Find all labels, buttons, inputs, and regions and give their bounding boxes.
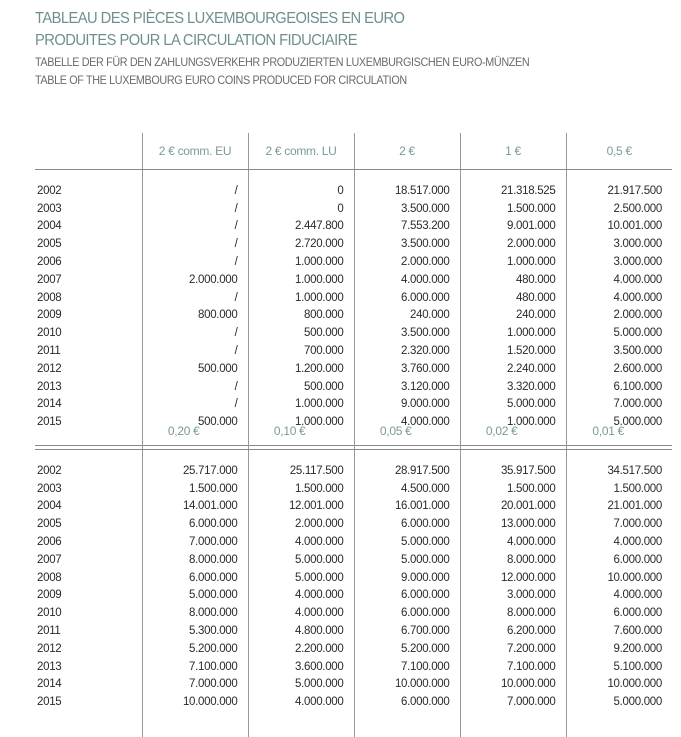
header-cell: 0,05 € <box>354 413 460 450</box>
spacer-row <box>35 711 672 737</box>
year-cell: 2005 <box>35 515 142 533</box>
value-cell: 6.000.000 <box>354 693 460 711</box>
table-row <box>35 551 672 569</box>
spacer-cell <box>248 170 354 183</box>
value-cell: 7.000.000 <box>142 533 248 551</box>
value-cell: 6.000.000 <box>566 551 672 569</box>
value-cell: 7.000.000 <box>460 693 566 711</box>
table-row <box>35 676 672 694</box>
value-cell: 5.000.000 <box>460 396 566 414</box>
table-row <box>35 307 672 325</box>
table-row <box>35 289 672 307</box>
value-cell: 9.001.000 <box>460 218 566 236</box>
year-cell: 2015 <box>35 693 142 711</box>
year-cell: 2008 <box>35 289 142 307</box>
value-cell: 9.000.000 <box>354 569 460 587</box>
value-cell: 4.800.000 <box>248 622 354 640</box>
year-cell: 2011 <box>35 622 142 640</box>
value-cell: 3.500.000 <box>354 200 460 218</box>
value-cell: 5.200.000 <box>354 640 460 658</box>
value-cell: 1.500.000 <box>142 480 248 498</box>
table-row <box>35 569 672 587</box>
value-cell: 240.000 <box>460 307 566 325</box>
value-cell: 6.000.000 <box>354 515 460 533</box>
value-cell: 3.000.000 <box>566 253 672 271</box>
table-row <box>35 253 672 271</box>
spacer-cell <box>566 170 672 183</box>
value-cell: 2.000.000 <box>354 253 460 271</box>
value-cell: 2.720.000 <box>248 235 354 253</box>
value-cell: 2.200.000 <box>248 640 354 658</box>
header-cell: 2 € comm. LU <box>248 133 354 170</box>
spacer-cell <box>142 450 248 463</box>
table-row <box>35 324 672 342</box>
value-cell: 4.000.000 <box>248 693 354 711</box>
value-cell: 21.318.525 <box>460 182 566 200</box>
value-cell: 1.500.000 <box>566 480 672 498</box>
value-cell: 5.000.000 <box>248 676 354 694</box>
value-cell: 7.100.000 <box>460 658 566 676</box>
value-cell: 10.000.000 <box>354 676 460 694</box>
header-cell: 2 € comm. EU <box>142 133 248 170</box>
value-cell: 7.000.000 <box>566 396 672 414</box>
value-cell: 0 <box>248 182 354 200</box>
value-cell: 5.000.000 <box>248 569 354 587</box>
value-cell: 6.100.000 <box>566 378 672 396</box>
value-cell: 2.447.800 <box>248 218 354 236</box>
spacer-row <box>35 450 672 463</box>
value-cell: 4.000.000 <box>566 533 672 551</box>
value-cell: 12.001.000 <box>248 498 354 516</box>
header-cell: 0,02 € <box>460 413 566 450</box>
table-row <box>35 235 672 253</box>
value-cell: 6.000.000 <box>142 569 248 587</box>
value-cell: 8.000.000 <box>460 604 566 622</box>
value-cell: 700.000 <box>248 342 354 360</box>
value-cell: 5.200.000 <box>142 640 248 658</box>
value-cell: 5.000.000 <box>354 533 460 551</box>
value-cell: 9.000.000 <box>354 396 460 414</box>
value-cell: 500.000 <box>248 378 354 396</box>
header-cell: 0,01 € <box>566 413 672 450</box>
year-cell: 2009 <box>35 307 142 325</box>
spacer-cell <box>460 170 566 183</box>
value-cell: 6.000.000 <box>354 289 460 307</box>
coin-table-2 <box>35 413 672 737</box>
value-cell: 3.760.000 <box>354 360 460 378</box>
value-cell: 5.000.000 <box>248 551 354 569</box>
value-cell: 10.000.000 <box>142 693 248 711</box>
table-row <box>35 604 672 622</box>
value-cell: 3.500.000 <box>354 235 460 253</box>
table-row <box>35 587 672 605</box>
value-cell: 7.100.000 <box>354 658 460 676</box>
value-cell: 1.000.000 <box>460 324 566 342</box>
header-cell: 1 € <box>460 133 566 170</box>
value-cell: 1.000.000 <box>248 413 354 431</box>
value-cell: / <box>142 324 248 342</box>
value-cell: 4.000.000 <box>354 271 460 289</box>
value-cell: 2.000.000 <box>248 515 354 533</box>
table-row <box>35 515 672 533</box>
spacer-cell <box>460 711 566 737</box>
year-cell: 2012 <box>35 640 142 658</box>
value-cell: 6.700.000 <box>354 622 460 640</box>
value-cell: 4.000.000 <box>248 587 354 605</box>
spacer-cell <box>248 711 354 737</box>
value-cell: 2.000.000 <box>142 271 248 289</box>
value-cell: 10.000.000 <box>566 676 672 694</box>
value-cell: 240.000 <box>354 307 460 325</box>
year-cell: 2012 <box>35 360 142 378</box>
value-cell: 3.500.000 <box>566 342 672 360</box>
spacer-cell <box>566 450 672 463</box>
value-cell: 8.000.000 <box>142 551 248 569</box>
spacer-row <box>35 170 672 183</box>
table-row <box>35 480 672 498</box>
value-cell: 10.000.000 <box>460 676 566 694</box>
value-cell: 8.000.000 <box>460 551 566 569</box>
title-de: TABELLE DER FÜR DEN ZAHLUNGSVERKEHR PRODUZIERTEN LUXEMBURGISCHEN EURO-MÜNZEN <box>35 55 529 69</box>
header-row <box>35 413 672 450</box>
value-cell: 1.000.000 <box>248 289 354 307</box>
value-cell: 3.000.000 <box>566 235 672 253</box>
value-cell: 5.000.000 <box>142 587 248 605</box>
value-cell: 18.517.000 <box>354 182 460 200</box>
value-cell: 2.320.000 <box>354 342 460 360</box>
header-year-cell <box>35 413 142 450</box>
value-cell: 2.000.000 <box>566 307 672 325</box>
year-cell: 2009 <box>35 587 142 605</box>
value-cell: 28.917.500 <box>354 462 460 480</box>
value-cell: 3.320.000 <box>460 378 566 396</box>
value-cell: 3.600.000 <box>248 658 354 676</box>
year-cell: 2008 <box>35 569 142 587</box>
year-cell: 2002 <box>35 462 142 480</box>
spacer-cell <box>354 450 460 463</box>
value-cell: 800.000 <box>142 307 248 325</box>
value-cell: / <box>142 289 248 307</box>
value-cell: 2.600.000 <box>566 360 672 378</box>
year-cell: 2002 <box>35 182 142 200</box>
table-row <box>35 658 672 676</box>
value-cell: 10.000.000 <box>566 569 672 587</box>
value-cell: 1.200.000 <box>248 360 354 378</box>
title-fr-line1: TABLEAU DES PIÈCES LUXEMBOURGEOISES EN EURO <box>35 10 404 28</box>
table-body <box>35 170 672 446</box>
value-cell: 7.200.000 <box>460 640 566 658</box>
value-cell: / <box>142 378 248 396</box>
value-cell: 1.500.000 <box>248 480 354 498</box>
value-cell: 5.000.000 <box>566 413 672 431</box>
value-cell: 1.000.000 <box>248 271 354 289</box>
spacer-cell <box>142 170 248 183</box>
value-cell: 2.500.000 <box>566 200 672 218</box>
value-cell: 14.001.000 <box>142 498 248 516</box>
value-cell: 3.500.000 <box>354 324 460 342</box>
value-cell: 7.100.000 <box>142 658 248 676</box>
value-cell: / <box>142 342 248 360</box>
year-cell: 2014 <box>35 676 142 694</box>
year-cell: 2013 <box>35 378 142 396</box>
value-cell: 6.000.000 <box>142 515 248 533</box>
spacer-cell <box>142 711 248 737</box>
table-row <box>35 378 672 396</box>
year-cell: 2004 <box>35 218 142 236</box>
value-cell: 35.917.500 <box>460 462 566 480</box>
year-cell: 2007 <box>35 551 142 569</box>
table-body <box>35 450 672 737</box>
value-cell: 7.000.000 <box>566 515 672 533</box>
coin-table-1 <box>35 133 672 446</box>
value-cell: 480.000 <box>460 271 566 289</box>
value-cell: 500.000 <box>248 324 354 342</box>
value-cell: 1.520.000 <box>460 342 566 360</box>
value-cell: 4.000.000 <box>566 289 672 307</box>
spacer-cell <box>354 170 460 183</box>
value-cell: 10.001.000 <box>566 218 672 236</box>
value-cell: 9.200.000 <box>566 640 672 658</box>
spacer-cell <box>35 711 142 737</box>
value-cell: 20.001.000 <box>460 498 566 516</box>
year-cell: 2006 <box>35 533 142 551</box>
title-fr-line2: PRODUITES POUR LA CIRCULATION FIDUCIAIRE <box>35 32 357 50</box>
value-cell: 21.917.500 <box>566 182 672 200</box>
spacer-cell <box>35 450 142 463</box>
value-cell: 25.717.000 <box>142 462 248 480</box>
value-cell: 3.000.000 <box>460 587 566 605</box>
header-row <box>35 133 672 170</box>
value-cell: 4.000.000 <box>566 587 672 605</box>
table-row <box>35 533 672 551</box>
year-cell: 2013 <box>35 658 142 676</box>
spacer-cell <box>354 711 460 737</box>
year-cell: 2003 <box>35 200 142 218</box>
spacer-cell <box>460 450 566 463</box>
value-cell: 8.000.000 <box>142 604 248 622</box>
value-cell: 5.100.000 <box>566 658 672 676</box>
value-cell: 4.000.000 <box>248 533 354 551</box>
value-cell: 500.000 <box>142 360 248 378</box>
value-cell: / <box>142 200 248 218</box>
spacer-cell <box>566 711 672 737</box>
value-cell: 4.000.000 <box>566 271 672 289</box>
table-row <box>35 693 672 711</box>
value-cell: / <box>142 218 248 236</box>
table-row <box>35 498 672 516</box>
value-cell: 34.517.500 <box>566 462 672 480</box>
value-cell: 5.000.000 <box>566 324 672 342</box>
value-cell: 7.000.000 <box>142 676 248 694</box>
value-cell: 5.000.000 <box>354 551 460 569</box>
value-cell: 1.000.000 <box>248 253 354 271</box>
value-cell: / <box>142 253 248 271</box>
value-cell: / <box>142 182 248 200</box>
table-row <box>35 396 672 414</box>
value-cell: 480.000 <box>460 289 566 307</box>
table-row <box>35 640 672 658</box>
value-cell: 7.600.000 <box>566 622 672 640</box>
table-row <box>35 200 672 218</box>
value-cell: 1.500.000 <box>460 480 566 498</box>
year-cell: 2010 <box>35 604 142 622</box>
spacer-cell <box>248 450 354 463</box>
value-cell: 1.000.000 <box>460 253 566 271</box>
value-cell: 6.000.000 <box>354 604 460 622</box>
value-cell: 1.500.000 <box>460 200 566 218</box>
value-cell: 2.240.000 <box>460 360 566 378</box>
year-cell: 2004 <box>35 498 142 516</box>
table-row <box>35 342 672 360</box>
year-cell: 2003 <box>35 480 142 498</box>
value-cell: 1.000.000 <box>460 413 566 431</box>
title-en: TABLE OF THE LUXEMBOURG EURO COINS PRODUCED FOR CIRCULATION <box>35 73 407 87</box>
header-cell: 0,5 € <box>566 133 672 170</box>
value-cell: / <box>142 396 248 414</box>
value-cell: 16.001.000 <box>354 498 460 516</box>
header-cell: 2 € <box>354 133 460 170</box>
table-row <box>35 271 672 289</box>
value-cell: 21.001.000 <box>566 498 672 516</box>
year-cell: 2011 <box>35 342 142 360</box>
value-cell: 1.000.000 <box>248 396 354 414</box>
value-cell: 6.000.000 <box>354 587 460 605</box>
value-cell: 0 <box>248 200 354 218</box>
table-row <box>35 462 672 480</box>
year-cell: 2007 <box>35 271 142 289</box>
table-row <box>35 360 672 378</box>
value-cell: 5.000.000 <box>566 693 672 711</box>
table-row <box>35 622 672 640</box>
header-year-cell <box>35 133 142 170</box>
header-cell: 0,20 € <box>142 413 248 450</box>
value-cell: 4.500.000 <box>354 480 460 498</box>
value-cell: 6.000.000 <box>566 604 672 622</box>
header-cell: 0,10 € <box>248 413 354 450</box>
year-cell: 2015 <box>35 413 142 431</box>
value-cell: 500.000 <box>142 413 248 431</box>
value-cell: 4.000.000 <box>248 604 354 622</box>
value-cell: 3.120.000 <box>354 378 460 396</box>
year-cell: 2005 <box>35 235 142 253</box>
value-cell: / <box>142 235 248 253</box>
value-cell: 2.000.000 <box>460 235 566 253</box>
table-row <box>35 182 672 200</box>
value-cell: 7.553.200 <box>354 218 460 236</box>
value-cell: 4.000.000 <box>460 533 566 551</box>
value-cell: 4.000.000 <box>354 413 460 431</box>
value-cell: 12.000.000 <box>460 569 566 587</box>
value-cell: 25.117.500 <box>248 462 354 480</box>
table-row <box>35 218 672 236</box>
value-cell: 5.300.000 <box>142 622 248 640</box>
spacer-cell <box>35 170 142 183</box>
year-cell: 2006 <box>35 253 142 271</box>
year-cell: 2014 <box>35 396 142 414</box>
value-cell: 800.000 <box>248 307 354 325</box>
value-cell: 6.200.000 <box>460 622 566 640</box>
year-cell: 2010 <box>35 324 142 342</box>
value-cell: 13.000.000 <box>460 515 566 533</box>
